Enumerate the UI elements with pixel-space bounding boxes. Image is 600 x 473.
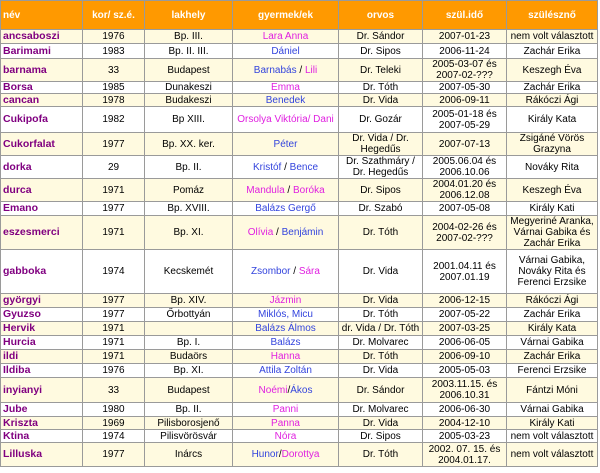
place-cell [145,322,233,336]
member-name: barnama [1,59,83,82]
header-row [1,1,598,30]
member-name: Emano [1,202,83,216]
children-cell [233,308,339,322]
doctor-cell: Dr. Tóth [339,443,423,467]
child-name: Kristóf [252,161,282,173]
midwife-cell: Ferenci Erzsike [507,364,598,378]
header-doctor: orvos [339,1,423,30]
child-name: Nóra [274,430,297,442]
birth-date-cell: 2006-06-30 [423,403,507,417]
age-cell: 1977 [83,133,145,156]
birth-date-cell: 2005-03-07 és 2007-02-??? [423,59,507,82]
child-name: Barnabás [253,64,297,76]
child-name: Jázmin [269,295,302,306]
birth-date-cell: 2006-09-10 [423,350,507,364]
child-separator: / [284,184,293,196]
age-cell: 1980 [83,403,145,417]
child-name: Balázs Gergő [255,203,316,214]
age-cell: 1978 [83,94,145,107]
birth-date-cell: 2005-01-18 és 2007-05-29 [423,107,507,133]
children-cell [233,156,339,179]
child-name: Boróka [293,184,325,196]
doctor-cell: Dr. Sipos [339,44,423,59]
child-separator: / [287,384,291,396]
member-name: ildi [1,350,83,364]
doctor-cell: Dr. Sipos [339,430,423,443]
age-cell: 33 [83,59,145,82]
midwife-cell: Megyeriné Aranka, Várnai Gabika és Zachár Erika [507,216,598,250]
doctor-cell: Dr. Sándor [339,30,423,44]
midwife-cell: Zachár Erika [507,350,598,364]
child-name: Orsolya Viktória/ Dani [237,114,334,125]
midwife-cell: Nováky Rita [507,156,598,179]
member-name: ancsaboszi [1,30,83,44]
doctor-cell: Dr. Tóth [339,216,423,250]
doctor-cell: Dr. Szathmáry / Dr. Hegedűs [339,156,423,179]
child-name: Zsombor [251,266,291,277]
place-cell: Bp. II. [145,156,233,179]
table-row [1,250,598,294]
child-name: Benedek [265,94,306,106]
place-cell: Kecskemét [145,250,233,294]
table-row [1,30,598,44]
birth-date-cell: 2005.06.04 és 2006.10.06 [423,156,507,179]
birth-date-cell: 2004.01.20 és 2006.12.08 [423,179,507,202]
place-cell: Inárcs [145,443,233,467]
member-name: gabboka [1,250,83,294]
child-name: Miklós, Micu [257,309,313,320]
child-name: Olívia [247,227,274,238]
child-name: Lili [304,64,318,76]
table-row [1,378,598,403]
child-name: Panni [272,404,299,415]
child-name: Attila Zoltán [259,365,312,376]
children-cell [233,179,339,202]
birth-date-cell: 2004-02-26 és 2007-02-??? [423,216,507,250]
child-name: Sára [298,266,320,277]
child-separator: / [296,64,305,76]
midwife-cell: Zachár Erika [507,44,598,59]
doctor-cell: dr. Vida / Dr. Tóth [339,322,423,336]
place-cell: Budapest [145,59,233,82]
child-name: Hunor [251,449,279,460]
children-cell [233,202,339,216]
member-name: Ktina [1,430,83,443]
birth-date-cell: 2007-05-22 [423,308,507,322]
member-name: Cukorfalat [1,133,83,156]
table-row [1,443,598,467]
children-cell [233,430,339,443]
age-cell: 33 [83,378,145,403]
children-cell [233,82,339,94]
age-cell: 1971 [83,216,145,250]
doctor-cell: Dr. Vida / Dr. Hegedűs [339,133,423,156]
birth-date-cell: 2007-03-25 [423,322,507,336]
age-cell: 1977 [83,294,145,308]
table-row [1,336,598,350]
birth-date-cell: 2007-05-30 [423,82,507,94]
member-name: dorka [1,156,83,179]
children-cell [233,403,339,417]
children-cell [233,350,339,364]
child-name: Lara Anna [262,31,309,42]
place-cell: Bp. XIV. [145,294,233,308]
place-cell: Bp. II. [145,403,233,417]
child-name: Balázs [270,337,301,348]
child-name: Balázs Álmos [255,323,316,334]
child-name: Panna [271,417,300,429]
children-cell [233,417,339,430]
age-cell: 1977 [83,308,145,322]
birth-date-cell: 2002. 07. 15. és 2004.01.17. [423,443,507,467]
member-name: Cukipofa [1,107,83,133]
age-cell: 1974 [83,250,145,294]
midwife-cell: Keszegh Éva [507,179,598,202]
birth-date-cell: 2005-05-03 [423,364,507,378]
child-name: Dorottya [281,449,320,460]
member-name: eszesmerci [1,216,83,250]
doctor-cell: Dr. Vida [339,250,423,294]
place-cell: Budaörs [145,350,233,364]
age-cell: 1969 [83,417,145,430]
table-body [1,30,598,467]
member-name: Hervik [1,322,83,336]
child-name: Hanna [270,351,301,362]
birth-date-cell: 2007-05-08 [423,202,507,216]
doctor-cell: Dr. Vida [339,364,423,378]
table-row [1,59,598,82]
children-cell [233,378,339,403]
child-name: Bence [289,161,319,173]
midwife-cell: Várnai Gabika [507,336,598,350]
doctor-cell: Dr. Vida [339,94,423,107]
place-cell: Bp. XX. ker. [145,133,233,156]
member-name: Gyuzso [1,308,83,322]
children-cell [233,364,339,378]
member-name: Ildiba [1,364,83,378]
place-cell: Pomáz [145,179,233,202]
child-name: Benjámin [281,227,324,238]
place-cell: Bp. III. [145,30,233,44]
place-cell: Pilisborosjenő [145,417,233,430]
child-name: Emma [271,82,300,93]
member-name: Barimami [1,44,83,59]
child-name: Dániel [271,45,300,57]
table-row [1,322,598,336]
age-cell: 1977 [83,202,145,216]
member-name: cancan [1,94,83,107]
age-cell: 1982 [83,107,145,133]
children-cell [233,322,339,336]
table-row [1,107,598,133]
children-cell [233,294,339,308]
member-name: durca [1,179,83,202]
place-cell: Őrbottyán [145,308,233,322]
table-row [1,156,598,179]
place-cell: Bp. XI. [145,364,233,378]
midwife-cell: nem volt választott [507,430,598,443]
member-name: Hurcia [1,336,83,350]
child-separator: / [290,266,299,277]
table-row [1,430,598,443]
children-cell [233,30,339,44]
place-cell: Budakeszi [145,94,233,107]
child-name: Péter [273,138,298,150]
header-age: kor/ sz.é. [83,1,145,30]
child-separator: / [273,227,282,238]
table-row [1,179,598,202]
doctor-cell: Dr. Molvarec [339,403,423,417]
children-cell [233,44,339,59]
birth-date-cell: 2001.04.11 és 2007.01.19 [423,250,507,294]
header-name: név [1,1,83,30]
table-row [1,202,598,216]
midwife-cell: Zachár Erika [507,308,598,322]
age-cell: 1971 [83,350,145,364]
table-row [1,364,598,378]
age-cell: 1971 [83,322,145,336]
member-name: inyianyi [1,378,83,403]
place-cell: Bp. I. [145,336,233,350]
doctor-cell: Dr. Tóth [339,308,423,322]
table-row [1,294,598,308]
place-cell: Bp. XI. [145,216,233,250]
table-row [1,216,598,250]
place-cell: Budapest [145,378,233,403]
children-cell [233,94,339,107]
midwife-cell: Várnai Gabika [507,403,598,417]
birth-date-cell: 2006-09-11 [423,94,507,107]
doctor-cell: Dr. Teleki [339,59,423,82]
birth-date-cell: 2006-06-05 [423,336,507,350]
age-cell: 1974 [83,430,145,443]
table-row [1,82,598,94]
doctor-cell: Dr. Sipos [339,179,423,202]
doctor-cell: Dr. Molvarec [339,336,423,350]
birth-date-cell: 2007-01-23 [423,30,507,44]
age-cell: 1971 [83,336,145,350]
children-cell [233,336,339,350]
table-row [1,94,598,107]
midwife-cell: Várnai Gabika, Nováky Rita és Ferenci Erzsike [507,250,598,294]
member-name: Borsa [1,82,83,94]
table-row [1,417,598,430]
table-row [1,308,598,322]
member-name: györgyi [1,294,83,308]
midwife-cell: Keszegh Éva [507,59,598,82]
doctor-cell: Dr. Gozár [339,107,423,133]
midwife-cell: Király Kata [507,322,598,336]
age-cell: 1983 [83,44,145,59]
children-cell [233,250,339,294]
midwife-cell: Rákóczi Ági [507,94,598,107]
birth-date-cell: 2006-12-15 [423,294,507,308]
age-cell: 29 [83,156,145,179]
doctor-cell: Dr. Szabó [339,202,423,216]
doctor-cell: Dr. Tóth [339,82,423,94]
member-name: Jube [1,403,83,417]
place-cell: Pilisvörösvár [145,430,233,443]
doctor-cell: Dr. Vida [339,417,423,430]
midwife-cell: Fántzi Móni [507,378,598,403]
doctor-cell: Dr. Vida [339,294,423,308]
midwife-cell: Rákóczi Ági [507,294,598,308]
header-place: lakhely [145,1,233,30]
place-cell: Bp. II. III. [145,44,233,59]
header-children: gyermek/ek [233,1,339,30]
place-cell: Bp XIII. [145,107,233,133]
age-cell: 1985 [83,82,145,94]
member-name: Kriszta [1,417,83,430]
doctor-cell: Dr. Tóth [339,350,423,364]
age-cell: 1976 [83,364,145,378]
table-row [1,133,598,156]
age-cell: 1976 [83,30,145,44]
place-cell: Dunakeszi [145,82,233,94]
midwife-cell: nem volt választott [507,443,598,467]
age-cell: 1977 [83,443,145,467]
birth-date-cell: 2007-07-13 [423,133,507,156]
children-cell [233,107,339,133]
child-separator: / [278,449,282,460]
midwife-cell: nem volt választott [507,30,598,44]
midwife-cell: Zsigáné Vörös Grazyna [507,133,598,156]
age-cell: 1971 [83,179,145,202]
midwife-cell: Zachár Erika [507,82,598,94]
child-name: Ákos [290,384,313,396]
midwife-cell: Király Kati [507,202,598,216]
children-cell [233,59,339,82]
table-row [1,403,598,417]
birth-date-cell: 2006-11-24 [423,44,507,59]
midwife-cell: Király Kati [507,417,598,430]
birth-date-cell: 2004-12-10 [423,417,507,430]
child-name: Noémi [258,384,288,396]
doctor-cell: Dr. Sándor [339,378,423,403]
child-name: Mandula [246,184,285,196]
header-birth-date: szül.idő [423,1,507,30]
table-row [1,44,598,59]
midwife-cell: Király Kata [507,107,598,133]
header-midwife: szülésznő [507,1,598,30]
birth-date-cell: 2005-03-23 [423,430,507,443]
birth-date-cell: 2003.11.15. és 2006.10.31 [423,378,507,403]
table-row [1,350,598,364]
children-cell [233,443,339,467]
member-name: Lilluska [1,443,83,467]
place-cell: Bp. XVIII. [145,202,233,216]
children-cell [233,216,339,250]
child-separator: / [281,161,290,173]
children-cell [233,133,339,156]
